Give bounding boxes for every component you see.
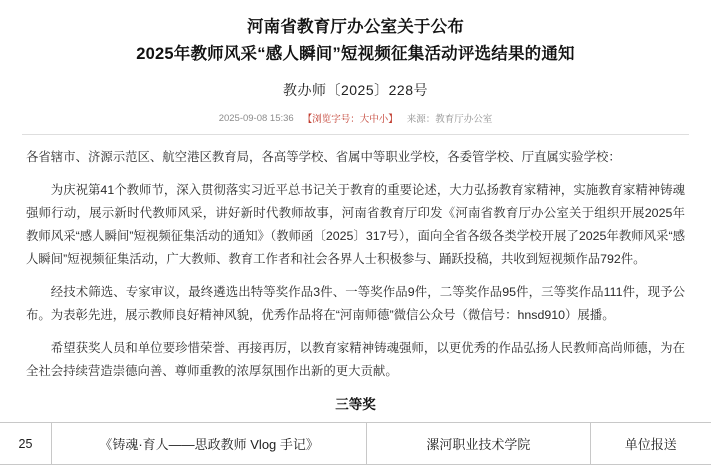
row-number: 25	[0, 423, 52, 465]
font-size-medium-link[interactable]: 中	[369, 114, 379, 125]
source-label: 来源：教育厅办公室	[406, 114, 493, 125]
row-recommendation: 单位报送	[590, 423, 711, 465]
font-size-controls	[303, 111, 398, 125]
font-size-suffix: 】	[388, 114, 398, 125]
body-paragraph-1: 为庆祝第41个教师节，深入贯彻落实习近平总书记关于教育的重要论述，大力弘扬教育家精神，实施教育家精神铸魂强师行动，展示新时代教师风采，讲好新时代教师故事，河南省教育厅印发《河南省教育厅办公室关于组织开展2025年教师风采“感人瞬间”短视频征集活动的通知》（教师函〔2025〕317号），面向全省各级各类学校开展了2025年教师风采“感人瞬间”短视频征集活动，广大教师、教育工作者和社会各界人士积极参与、踊跃投稿，共收到短视频作品792件。	[26, 183, 685, 266]
row-unit: 漯河职业技术学院	[367, 423, 590, 465]
title-line-1: 河南省教育厅办公室关于公布	[246, 18, 465, 36]
font-size-prefix: 【浏览字号：	[302, 114, 360, 125]
award-section-heading: 三等奖	[335, 397, 376, 412]
font-size-large-link[interactable]: 大	[359, 114, 370, 125]
meta-bar	[0, 111, 711, 125]
body-paragraph-addressee: 各省辖市、济源示范区、航空港区教育局，各高等学校、省属中等职业学校，各委管学校、厅直属实验学校：	[26, 150, 621, 164]
body-paragraph-2: 经技术筛选、专家审议，最终遴选出特等奖作品3件、一等奖作品9件，二等奖作品95件，三等奖作品111件，现予公布。为表彰先进，展示教师良好精神风貌，优秀作品将在“河南师德”微信公众号（微信号：hnsd910）展播。	[26, 285, 685, 322]
row-work-title: 《铸魂·育人——思政教师 Vlog 手记》	[52, 423, 367, 465]
header-divider	[22, 134, 689, 135]
page-title	[0, 0, 711, 68]
font-size-small-link[interactable]: 小	[378, 114, 389, 125]
title-line-2: 2025年教师风采“感人瞬间”短视频征集活动评选结果的通知	[136, 45, 575, 63]
document-body	[0, 146, 711, 383]
document-number: 教办师〔2025〕228号	[282, 82, 428, 98]
body-paragraph-3: 希望获奖人员和单位要珍惜荣誉、再接再厉，以教育家精神铸魂强师，以更优秀的作品弘扬人民教师高尚师德，为在全社会持续营造崇德向善、尊师重教的浓厚氛围作出新的更大贡献。	[26, 341, 685, 378]
publish-date: 2025-09-08 15:36	[218, 112, 294, 124]
